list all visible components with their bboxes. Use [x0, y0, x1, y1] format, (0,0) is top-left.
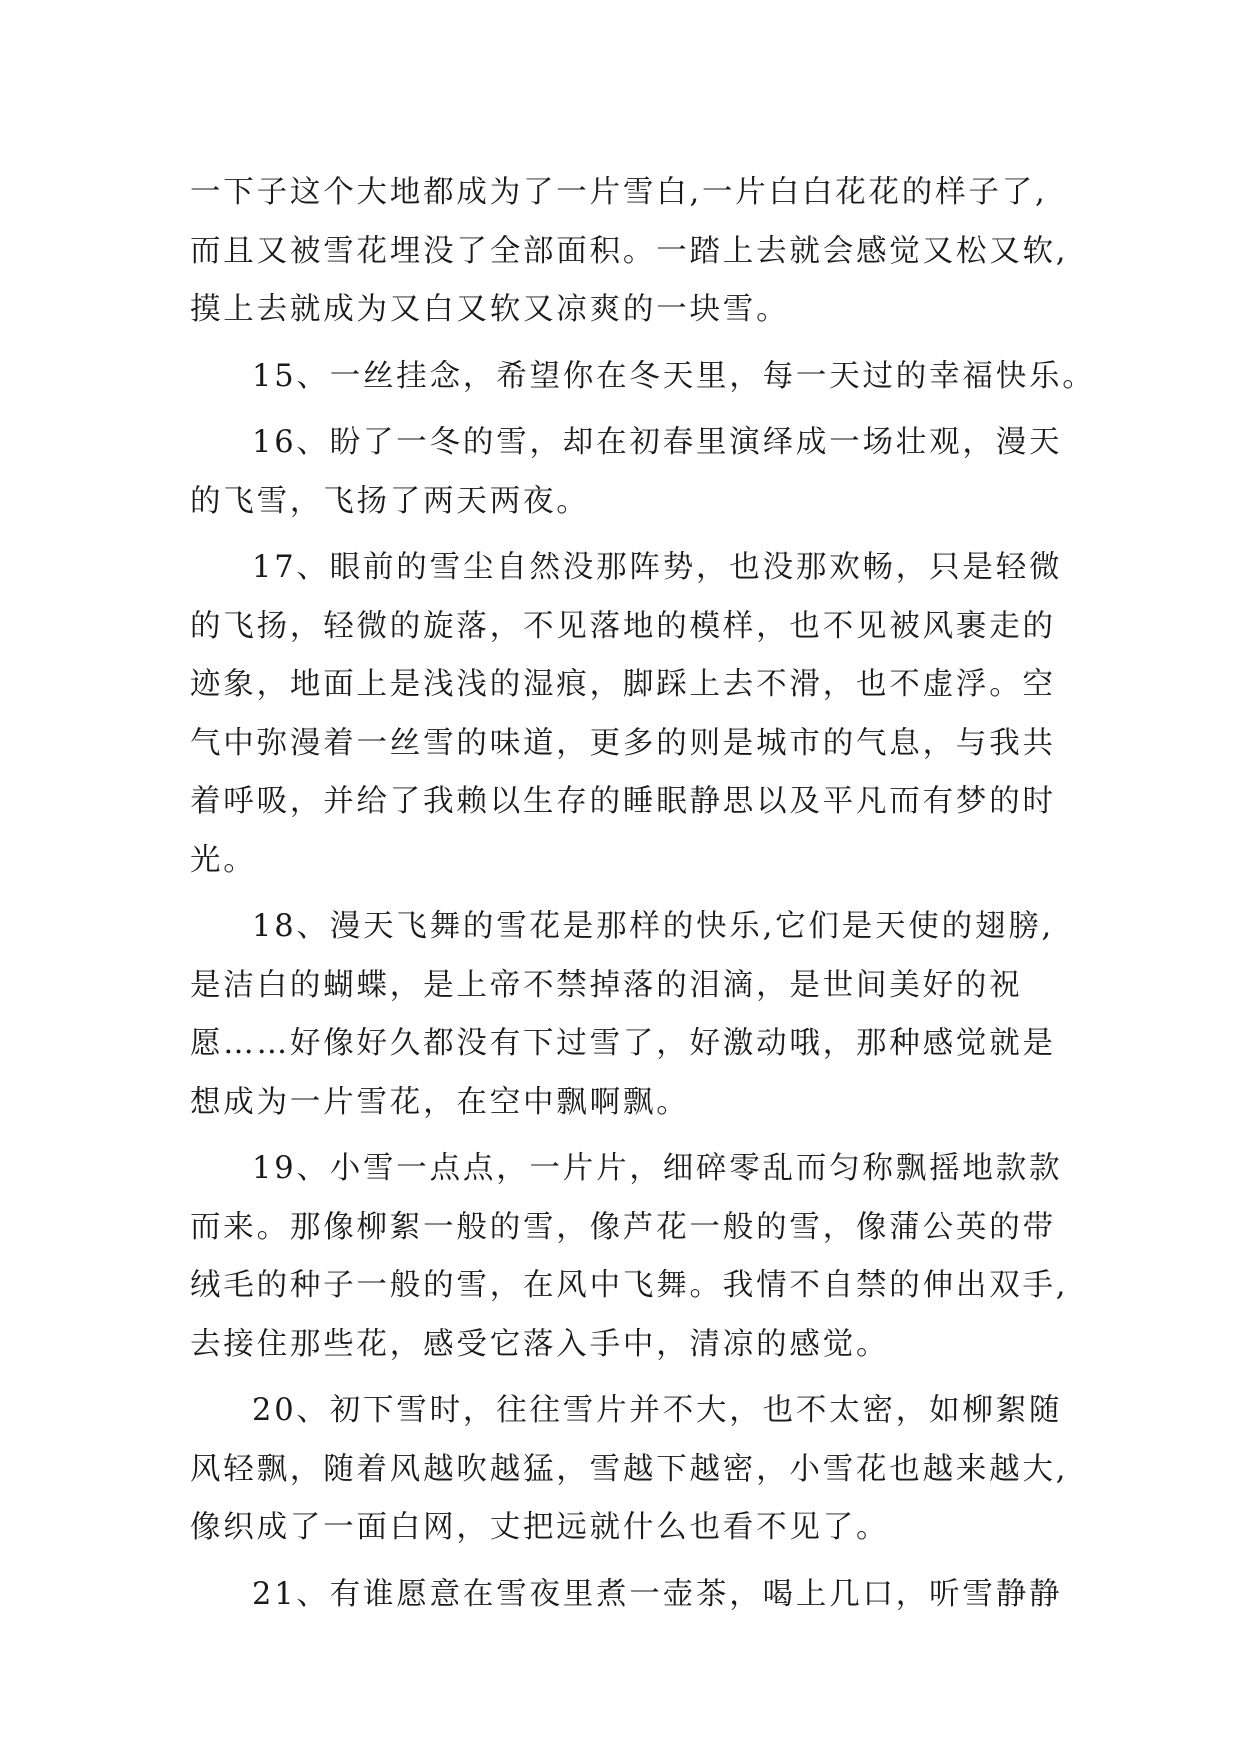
paragraph-continuation: [190, 164, 1069, 340]
text-line: 摸上去就成为又白又软又凉爽的一块雪。: [190, 292, 790, 327]
text-line: 风轻飘，随着风越吹越猛，雪越下越密，小雪花也越来越大,: [190, 1451, 1069, 1487]
text-line: 是洁白的蝴蝶，是上帝不禁掉落的泪滴，是世间美好的祝: [190, 967, 1023, 1003]
text-line: 16、盼了一冬的雪，却在初春里演绎成一场壮观，漫天: [252, 425, 1063, 460]
paragraph-18: [190, 898, 1056, 1132]
text-line: 15、一丝挂念，希望你在冬天里，每一天过的幸福快乐。: [252, 358, 1096, 394]
text-line: 愿……好像好久都没有下过雪了，好激动哦，那种感觉就是: [190, 1026, 1056, 1061]
text-line: 像织成了一面白网，丈把远就什么也看不见了。: [190, 1510, 890, 1545]
paragraph-16: [190, 414, 1063, 531]
text-line: 而且又被雪花埋没了全部面积。一踏上去就会感觉又松又软,: [190, 233, 1069, 269]
text-line: 17、眼前的雪尘自然没那阵势，也没那欢畅，只是轻微: [252, 550, 1063, 585]
text-line: 一下子这个大地都成为了一片雪白,一片白白花花的样子了,: [190, 175, 1048, 210]
paragraph-20: [190, 1382, 1069, 1558]
paragraph-19: [190, 1140, 1069, 1374]
paragraph-21: [190, 1566, 1063, 1625]
text-line: 光。: [190, 842, 257, 878]
text-line: 迹象，地面上是浅浅的湿痕，脚踩上去不滑，也不虚浮。空: [190, 667, 1056, 702]
text-line: 19、小雪一点点，一片片，细碎零乱而匀称飘摇地款款: [252, 1151, 1063, 1186]
text-line: 的飞雪，飞扬了两天两夜。: [190, 483, 590, 519]
text-line: 21、有谁愿意在雪夜里煮一壶茶，喝上几口，听雪静静: [252, 1576, 1063, 1612]
text-line: 着呼吸，并给了我赖以生存的睡眠静思以及平凡而有梦的时: [190, 784, 1056, 819]
text-line: 而来。那像柳絮一般的雪，像芦花一般的雪，像蒲公英的带: [190, 1209, 1056, 1245]
text-line: 气中弥漫着一丝雪的味道，更多的则是城市的气息，与我共: [190, 725, 1056, 761]
paragraph-15: [190, 348, 1096, 407]
text-line: 20、初下雪时，往往雪片并不大，也不太密，如柳絮随: [252, 1393, 1063, 1428]
text-line: 想成为一片雪花，在空中飘啊飘。: [190, 1084, 690, 1120]
text-line: 去接住那些花，感受它落入手中，清凉的感觉。: [190, 1326, 890, 1362]
text-line: 的飞扬，轻微的旋落，不见落地的模样，也不见被风裹走的: [190, 608, 1056, 644]
paragraph-17: [190, 539, 1063, 890]
text-line: 绒毛的种子一般的雪，在风中飞舞。我情不自禁的伸出双手,: [190, 1268, 1069, 1303]
text-line: 18、漫天飞舞的雪花是那样的快乐,它们是天使的翅膀,: [252, 909, 1054, 944]
body-text: [190, 164, 1096, 1624]
